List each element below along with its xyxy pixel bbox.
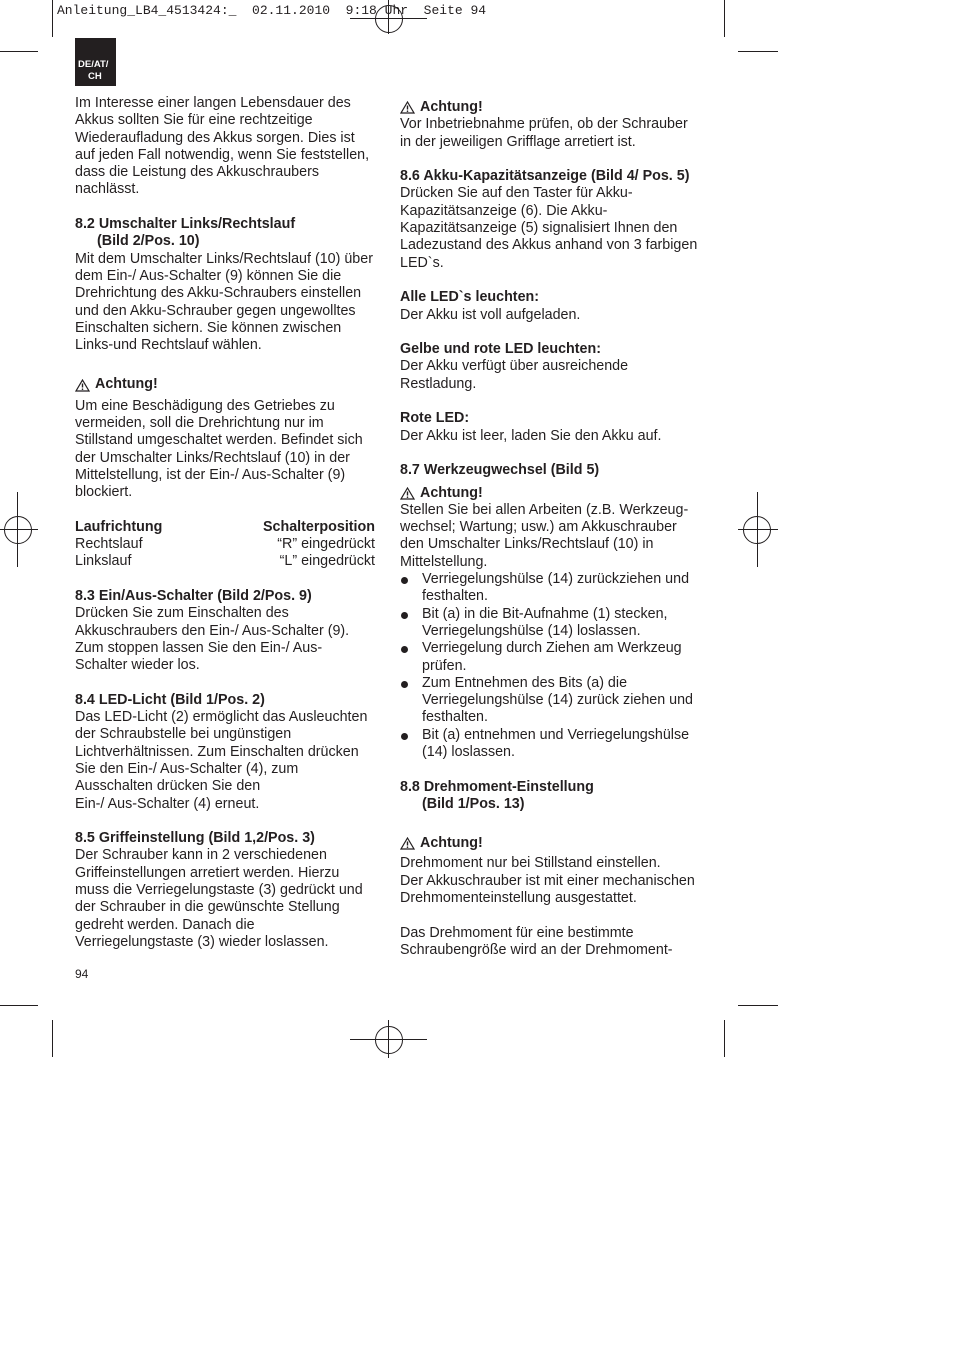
text-line: Verriegelung durch Ziehen am Werkzeug (422, 640, 682, 657)
bullet-icon (400, 675, 422, 727)
warning-triangle-icon (400, 487, 415, 500)
text-line: festhalten. (422, 588, 488, 605)
text-line: Der Schrauber kann in 2 verschiedenen (75, 847, 327, 864)
text-line: Drehmoment nur bei Stillstand einstellen. (400, 855, 661, 872)
text-line: Griffeinstellungen arretiert werden. Hierzu (75, 864, 340, 881)
text-line: prüfen. (422, 657, 467, 674)
registration-circle (375, 1026, 403, 1054)
text-line: LED`s. (400, 254, 444, 271)
text-line: Der Akku ist leer, laden Sie den Akku auf. (400, 427, 662, 444)
table-header-cell: Schalterposition (262, 518, 375, 535)
warning-triangle-icon (400, 837, 415, 850)
warning-heading (75, 376, 375, 393)
text-line: der Schrauber in die gewünschte Stellung (75, 899, 340, 916)
warning-heading (400, 485, 705, 502)
right-column (400, 99, 705, 959)
text-line: auf jeden Fall notwendig, wenn Sie feststellen, (75, 146, 370, 163)
text-line: Zum stoppen lassen Sie den Ein-/ Aus- (75, 639, 323, 656)
warning-label: Achtung! (95, 376, 158, 393)
text-line: wechsel; Wartung; usw.) am Akkuschrauber (400, 519, 677, 536)
bullet-list (400, 571, 705, 761)
intro-paragraph (75, 95, 375, 199)
section-heading: 8.7 Werkzeugwechsel (Bild 5) (400, 462, 600, 479)
direction-table (75, 519, 375, 571)
warning-triangle-icon (75, 379, 90, 392)
text-line: Der Akku verfügt über ausreichende (400, 358, 629, 375)
section-heading: 8.8 Drehmoment-Einstellung (400, 778, 594, 795)
section-heading: 8.6 Akku-Kapazitätsanzeige (Bild 4/ Pos. 5) (400, 168, 690, 185)
text-line: Restladung. (400, 375, 477, 392)
text-line: Das LED-Licht (2) ermöglicht das Ausleuchten (75, 709, 368, 726)
text-line: Kapazitätsanzeige (5) signalisiert Ihnen den (400, 220, 678, 237)
table-cell: Linkslauf (75, 553, 132, 570)
bullet-icon (400, 640, 422, 675)
warning-label: Achtung! (420, 99, 483, 115)
text-line: in der jeweiligen Grifflage arretiert ist. (400, 133, 636, 150)
language-badge (75, 38, 116, 86)
text-line: Akkuschraubers den Ein-/ Aus-Schalter (9). (75, 622, 350, 639)
text-line: Der Akku ist voll aufgeladen. (400, 306, 581, 323)
section-heading: 8.4 LED-Licht (Bild 1/Pos. 2) (75, 691, 265, 708)
table-cell: “R” eingedrückt (277, 536, 375, 553)
text-line: vermeiden, soll die Drehrichtung nur im (75, 415, 324, 432)
led-state-title: Rote LED: (400, 410, 470, 427)
warning-triangle-icon (400, 101, 415, 114)
text-line: muss die Verriegelungstaste (3) gedrückt und (75, 882, 363, 899)
bullet-icon (400, 727, 422, 762)
text-line: Lichtverhältnissen. Zum Einschalten drücken (75, 743, 359, 760)
bullet-icon (400, 606, 422, 641)
list-item (400, 606, 705, 641)
text-line: festhalten. (422, 709, 488, 726)
list-item (400, 675, 705, 727)
text-line: Verriegelungstaste (3) wieder loslassen. (75, 933, 329, 950)
list-item (400, 571, 705, 606)
text-line: dass die Leistung des Akkuschraubers (75, 164, 319, 181)
text-line: Drehmomenteinstellung ausgestattet. (400, 890, 637, 907)
text-line: Bit (a) entnehmen und Verriegelungshülse (422, 726, 690, 743)
table-row (75, 553, 375, 570)
text-line: Sie den Ein-/ Aus-Schalter (4), zum (75, 760, 299, 777)
crop-mark (724, 1020, 725, 1057)
text-line: Im Interesse einer langen Lebensdauer des (75, 95, 351, 111)
crop-mark (52, 1020, 53, 1057)
text-line: Ausschalten drücken Sie den (75, 778, 261, 795)
language-badge-line: CH (88, 71, 102, 82)
warning-heading (400, 835, 705, 852)
text-line: Links-und Rechtslauf wählen. (75, 337, 262, 354)
table-cell: “L” eingedrückt (279, 553, 375, 570)
warning-heading (400, 99, 705, 116)
text-line: gedreht werden. Danach die (75, 916, 255, 933)
warning-label: Achtung! (420, 835, 483, 852)
registration-circle (743, 516, 771, 544)
warning-label: Achtung! (420, 484, 483, 501)
text-line: blockiert. (75, 484, 133, 501)
table-header-cell: Laufrichtung (75, 518, 163, 535)
left-column (75, 95, 375, 951)
text-line: Mittelstellung. (400, 553, 488, 570)
led-state-title: Alle LED`s leuchten: (400, 289, 540, 306)
table-cell: Rechtslauf (75, 536, 143, 553)
text-line: und den Akku-Schrauber gegen ungewolltes (75, 302, 356, 319)
print-slug: Anleitung_LB4_4513424:_ 02.11.2010 9:18 Uhr Seite 94 (57, 3, 487, 18)
text-line: Vor Inbetriebnahme prüfen, ob der Schrauber (400, 116, 688, 133)
text-line: Kapazitätsanzeige (6). Die Akku- (400, 202, 608, 219)
text-line: Bit (a) in die Bit-Aufnahme (1) stecken, (422, 605, 668, 622)
text-line: Verriegelungshülse (14) loslassen. (422, 622, 641, 639)
text-line: Verriegelungshülse (14) zurück ziehen und (422, 692, 694, 709)
table-row (75, 536, 375, 553)
section-heading: (Bild 2/Pos. 10) (97, 233, 200, 250)
text-line: Ladezustand des Akkus anhand von 3 farbigen (400, 237, 698, 254)
text-line: Ein-/ Aus-Schalter (4) erneut. (75, 795, 260, 812)
text-line: Akkus sollten Sie für eine rechtzeitige (75, 112, 313, 129)
text-line: Stellen Sie bei allen Arbeiten (z.B. Werkzeug- (400, 501, 689, 518)
page-number: 94 (75, 967, 89, 981)
crop-mark (724, 0, 725, 37)
crop-mark (738, 1005, 778, 1006)
bullet-icon (400, 571, 422, 606)
text-line: Schraubengröße wird an der Drehmoment- (400, 941, 673, 958)
text-line: Verriegelungshülse (14) zurückziehen und (422, 571, 690, 588)
section-heading: 8.3 Ein/Aus-Schalter (Bild 2/Pos. 9) (75, 588, 312, 605)
text-line: Mittelstellung, ist der Ein-/ Aus-Schalter (9) (75, 466, 346, 483)
text-line: Einschalten sichern. Sie können zwischen (75, 319, 342, 336)
text-line: der Schraubstelle bei ungünstigen (75, 726, 292, 743)
table-header (75, 519, 375, 536)
text-line: Zum Entnehmen des Bits (a) die (422, 674, 628, 691)
text-line: Um eine Beschädigung des Getriebes zu (75, 397, 335, 414)
section-heading: 8.5 Griffeinstellung (Bild 1,2/Pos. 3) (75, 830, 315, 847)
text-line: nachlässt. (75, 181, 140, 198)
crop-mark (738, 51, 778, 52)
text-line: Stillstand umgeschaltet werden. Befindet sich (75, 432, 363, 449)
list-item (400, 727, 705, 762)
text-line: Drücken Sie auf den Taster für Akku- (400, 185, 633, 202)
text-line: dem Ein-/ Aus-Schalter (9) können Sie die (75, 267, 342, 284)
text-line: Schalter wieder los. (75, 657, 200, 674)
crop-mark (52, 0, 53, 37)
crop-mark (0, 51, 38, 52)
led-state-title: Gelbe und rote LED leuchten: (400, 341, 601, 358)
text-line: der Umschalter Links/Rechtslauf (10) in der (75, 449, 350, 466)
text-line: Der Akkuschrauber ist mit einer mechanischen (400, 872, 695, 889)
text-line: (14) loslassen. (422, 743, 515, 760)
crop-mark (0, 1005, 38, 1006)
text-line: Wiederaufladung des Akkus sorgen. Dies ist (75, 129, 355, 146)
language-badge-line: DE/AT/ (78, 59, 109, 70)
registration-circle (4, 516, 32, 544)
section-heading: 8.2 Umschalter Links/Rechtslauf (75, 216, 296, 233)
text-line: Drehrichtung des Akku-Schraubers einstellen (75, 285, 362, 302)
text-line: Das Drehmoment für eine bestimmte (400, 924, 634, 941)
text-line: Mit dem Umschalter Links/Rechtslauf (10) über (75, 250, 373, 267)
list-item (400, 640, 705, 675)
section-heading: (Bild 1/Pos. 13) (422, 795, 525, 812)
text-line: den Umschalter Links/Rechtslauf (10) in (400, 536, 654, 553)
text-line: Drücken Sie zum Einschalten des (75, 605, 289, 622)
